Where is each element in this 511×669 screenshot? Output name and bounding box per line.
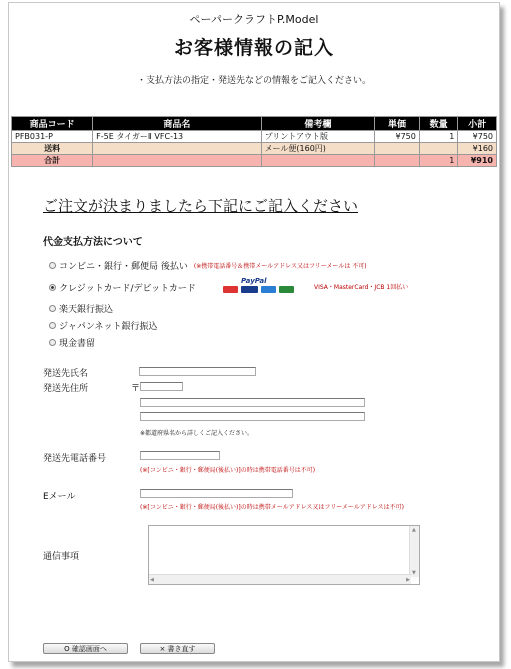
jcb-icon	[279, 286, 294, 293]
name-field[interactable]	[139, 367, 256, 376]
scroll-down-arrow-icon[interactable]: ▼	[412, 570, 416, 576]
item-name: F-5E タイガーⅡ VFC-13	[93, 131, 261, 143]
shipping-note: メール便(160円)	[261, 143, 375, 155]
payment-option-label: 現金書留	[59, 339, 96, 349]
reset-button[interactable]: × 書き直す	[140, 643, 215, 654]
name-label: 発送先氏名	[43, 369, 89, 379]
radio-button[interactable]	[49, 339, 56, 346]
shipping-empty-qty	[419, 143, 458, 155]
message-label: 通信事項	[43, 552, 80, 562]
visa-icon	[241, 286, 258, 293]
phone-label: 発送先電話番号	[43, 454, 107, 464]
horizontal-scrollbar[interactable]	[149, 574, 411, 584]
order-table	[11, 116, 497, 167]
payment-option-label: ジャパンネット銀行振込	[59, 322, 158, 332]
payment-option-note: (※携帯電話番号＆携帯メールアドレス又はフリーメールは 不可)	[193, 263, 367, 270]
postal-mark: 〒	[131, 384, 141, 394]
radio-button-selected[interactable]	[49, 284, 56, 291]
amex-icon	[261, 286, 276, 293]
col-header-qty: 数量	[419, 117, 458, 131]
section-heading: ご注文が決まりましたら下記にご記入ください	[43, 197, 359, 215]
item-subtotal: ¥750	[458, 131, 497, 143]
payment-option-cash[interactable]	[49, 336, 95, 349]
postal-code-field[interactable]	[140, 382, 183, 391]
total-qty: 1	[419, 155, 458, 167]
page-subtitle: ・支払方法の指定・発送先などの情報をご記入ください。	[136, 76, 371, 86]
payment-option-rakuten[interactable]	[49, 302, 113, 315]
address-label: 発送先住所	[43, 384, 89, 394]
email-hint: (※[コンビニ・銀行・郵便局(後払い)]の時は携帯メールアドレス又はフリーメールアドレスは不可)	[140, 504, 404, 511]
paypal-wordmark: PayPal	[241, 277, 267, 285]
payment-option-japannet[interactable]	[49, 319, 158, 332]
payment-option-credit-card[interactable]	[49, 281, 196, 294]
shipping-label: 送料	[12, 143, 93, 155]
total-label: 合計	[12, 155, 93, 167]
col-header-name: 商品名	[93, 117, 261, 131]
total-subtotal: ¥910	[458, 155, 497, 167]
scroll-up-arrow-icon[interactable]: ▲	[412, 527, 416, 533]
payment-option-convenience[interactable]	[49, 259, 367, 272]
radio-button[interactable]	[49, 262, 56, 269]
total-empty-note	[261, 155, 375, 167]
radio-button[interactable]	[49, 305, 56, 312]
payment-option-label: 楽天銀行振込	[59, 305, 114, 315]
card-brands-note: VISA・MasterCard・JCB 1回払い	[314, 284, 409, 291]
address-line1-field[interactable]	[140, 398, 365, 407]
confirm-button[interactable]: O 確認画面へ	[43, 643, 128, 654]
page-title: お客様情報の記入	[173, 37, 334, 59]
col-header-price: 単価	[375, 117, 420, 131]
total-empty-price	[375, 155, 420, 167]
scroll-left-arrow-icon[interactable]: ◀	[150, 577, 154, 583]
phone-hint: (※[コンビニ・銀行・郵便局(後払い)]の時は携帯電話番号は不可)	[140, 467, 316, 474]
phone-field[interactable]	[140, 451, 220, 460]
shop-name: ペーパークラフトP.Model	[189, 13, 319, 26]
address-line2-field[interactable]	[140, 412, 365, 421]
item-qty: 1	[419, 131, 458, 143]
vertical-scrollbar[interactable]	[409, 526, 419, 577]
total-empty-name	[93, 155, 261, 167]
order-form-page	[8, 2, 500, 662]
paypal-logo	[223, 278, 303, 295]
shipping-empty-name	[93, 143, 261, 155]
email-field[interactable]	[140, 489, 293, 498]
payment-heading: 代金支払方法について	[43, 237, 143, 248]
mastercard-icon	[223, 286, 238, 293]
message-textarea[interactable]	[148, 525, 420, 585]
payment-option-label: コンビニ・銀行・郵便局 後払い	[59, 262, 188, 272]
radio-button[interactable]	[49, 322, 56, 329]
item-note: プリントアウト版	[261, 131, 375, 143]
col-header-subtotal: 小計	[458, 117, 497, 131]
col-header-note: 備考欄	[261, 117, 375, 131]
shipping-row	[12, 143, 497, 155]
scroll-right-arrow-icon[interactable]: ▶	[406, 577, 410, 583]
payment-option-label: クレジットカード/デビットカード	[59, 284, 196, 294]
email-label: Eメール	[43, 492, 76, 502]
total-row	[12, 155, 497, 167]
address-hint: ※都道府県名から詳しくご記入ください。	[140, 430, 254, 437]
item-code: PFB031-P	[12, 131, 93, 143]
table-row	[12, 131, 497, 143]
order-table-header	[12, 117, 497, 131]
item-price: ¥750	[375, 131, 420, 143]
col-header-code: 商品コード	[12, 117, 93, 131]
shipping-empty-price	[375, 143, 420, 155]
shipping-subtotal: ¥160	[458, 143, 497, 155]
